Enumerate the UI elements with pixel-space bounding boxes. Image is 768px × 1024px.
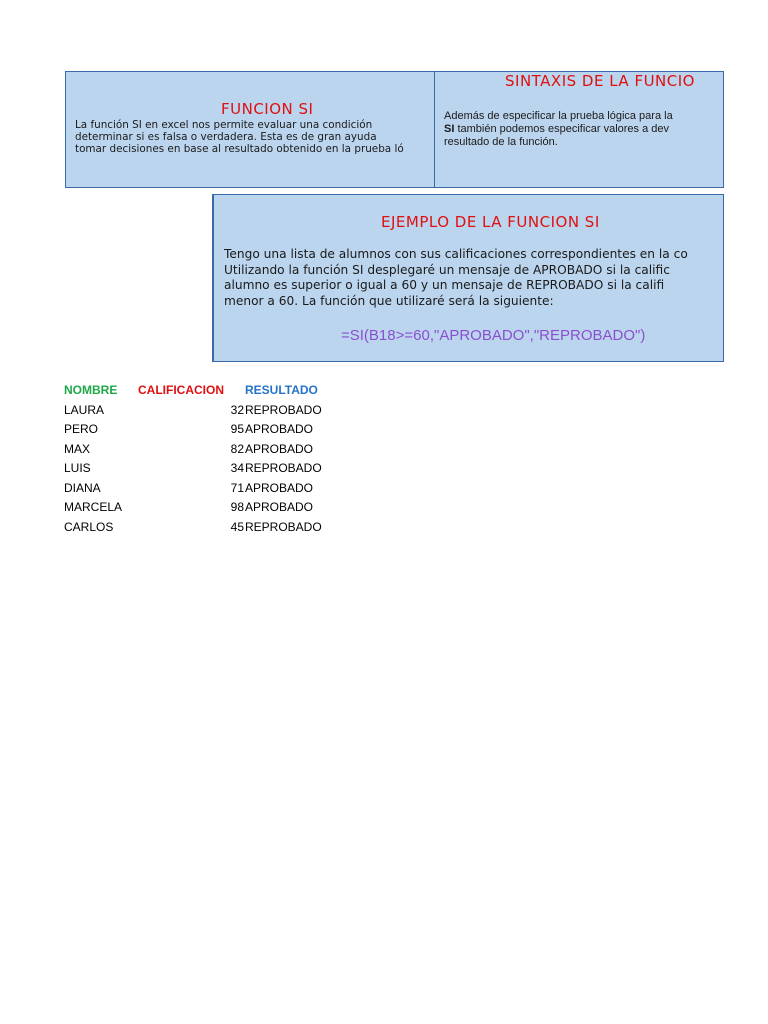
- ejemplo-line: Utilizando la función SI desplegaré un mensaje de APROBADO si la calific: [224, 262, 670, 277]
- sintaxis-si-bold: SI: [444, 123, 455, 135]
- header-calificacion: CALIFICACION: [138, 383, 224, 397]
- cell-nombre: PERO: [64, 422, 99, 436]
- sintaxis-line: Además de especificar la prueba lógica para la: [444, 110, 673, 122]
- cell-resultado: REPROBADO: [245, 519, 322, 534]
- cell-calificacion: 32: [230, 402, 244, 417]
- ejemplo-line: Tengo una lista de alumnos con sus calificaciones correspondientes en la co: [224, 247, 688, 261]
- cell-nombre: LAURA: [64, 402, 105, 417]
- cell-nombre: MARCELA: [64, 500, 123, 514]
- cell-calificacion: 98: [230, 500, 244, 514]
- sintaxis-line-rest: también podemos especificar valores a dev: [454, 123, 670, 135]
- funcion-si-box: [65, 71, 435, 188]
- funcion-si-line: determinar si es falsa o verdadera. Esta es de gran ayuda: [75, 131, 377, 143]
- cell-resultado: APROBADO: [245, 500, 314, 514]
- cell-calificacion: 82: [230, 441, 244, 456]
- sintaxis-title: SINTAXIS DE LA FUNCIO: [505, 72, 695, 90]
- cell-calificacion: 34: [230, 461, 244, 475]
- sintaxis-box: [434, 71, 724, 188]
- ejemplo-description: [224, 247, 688, 309]
- funcion-si-line: tomar decisiones en base al resultado obtenido en la prueba ló: [75, 143, 404, 155]
- header-resultado: RESULTADO: [245, 383, 318, 397]
- ejemplo-title: EJEMPLO DE LA FUNCION SI: [381, 213, 600, 231]
- cell-nombre: CARLOS: [64, 519, 114, 534]
- cell-calificacion: 45: [230, 519, 244, 534]
- cell-nombre: DIANA: [64, 480, 101, 495]
- cell-calificacion: 95: [230, 422, 244, 436]
- cell-resultado: APROBADO: [245, 441, 314, 456]
- cell-resultado: APROBADO: [245, 422, 314, 436]
- ejemplo-line: menor a 60. La función que utilizaré será la siguiente:: [224, 293, 554, 308]
- cell-nombre: MAX: [64, 441, 91, 456]
- header-nombre: NOMBRE: [64, 383, 118, 397]
- sintaxis-description: [444, 110, 673, 149]
- ejemplo-line: alumno es superior o igual a 60 y un mensaje de REPROBADO si la califi: [224, 278, 665, 293]
- ejemplo-formula: =SI(B18>=60,"APROBADO","REPROBADO"): [341, 327, 646, 344]
- cell-resultado: REPROBADO: [245, 461, 322, 475]
- funcion-si-description: [75, 119, 404, 155]
- ejemplo-box: [212, 194, 724, 362]
- sintaxis-line: resultado de la función.: [444, 136, 558, 148]
- sintaxis-line: [444, 123, 673, 136]
- cell-nombre: LUIS: [64, 461, 91, 475]
- cell-calificacion: 71: [230, 480, 244, 495]
- funcion-si-title: FUNCION SI: [221, 100, 314, 118]
- funcion-si-line: La función SI en excel nos permite evaluar una condición: [75, 119, 373, 131]
- cell-resultado: APROBADO: [245, 480, 314, 495]
- cell-resultado: REPROBADO: [245, 402, 322, 417]
